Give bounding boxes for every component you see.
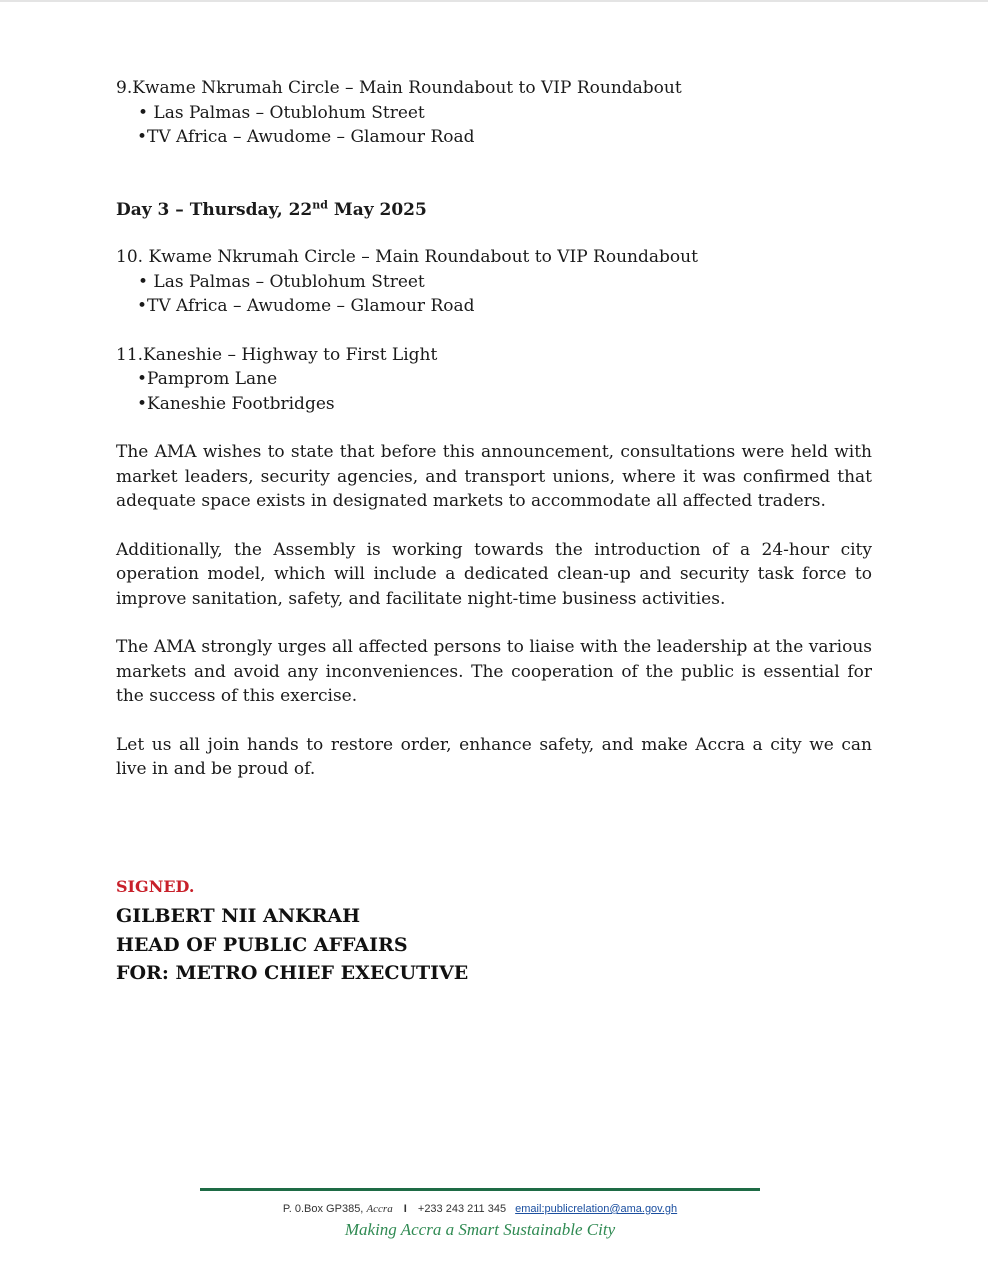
paragraph-closing-appeal: Let us all join hands to restore order, enhance safety, and make Accra a city we can live in and be proud of.: [116, 734, 872, 779]
route-item-11: [116, 343, 872, 417]
route-bullet: •TV Africa – Awudome – Glamour Road: [137, 296, 475, 316]
top-border: [0, 0, 988, 2]
footer-divider: [200, 1188, 760, 1191]
signed-label: SIGNED.: [116, 877, 195, 896]
route-item-10: [116, 245, 872, 319]
signature-block: [116, 876, 716, 988]
email-link[interactable]: email:publicrelation@ama.gov.gh: [515, 1203, 678, 1215]
signatory-for: FOR: METRO CHIEF EXECUTIVE: [116, 962, 469, 984]
day-heading-superscript: nd: [312, 197, 328, 211]
route-bullet: •Pamprom Lane: [137, 369, 278, 389]
route-bullet: •TV Africa – Awudome – Glamour Road: [137, 127, 475, 147]
route-heading: 10. Kwame Nkrumah Circle – Main Roundabout to VIP Roundabout: [116, 247, 698, 267]
route-bullet: •Kaneshie Footbridges: [137, 393, 335, 414]
signatory-title: HEAD OF PUBLIC AFFAIRS: [116, 933, 408, 956]
phone-number: +233 243 211 345: [417, 1203, 507, 1215]
day-heading-suffix: May 2025: [327, 199, 427, 220]
route-bullet: • Las Palmas – Otublohum Street: [138, 271, 425, 292]
route-heading: 9.Kwame Nkrumah Circle – Main Roundabout to VIP Roundabout: [116, 78, 682, 98]
day-heading-prefix: Day 3 – Thursday, 22: [116, 199, 313, 220]
document-body: [116, 76, 872, 782]
paragraph-consultations: The AMA wishes to state that before this announcement, consultations were held with market leaders, security agencies, and transport unions, where it was confirmed that adequate space exists in designated markets to accommodate all affected traders.: [116, 442, 872, 511]
day-3-heading: [116, 198, 872, 223]
letterhead-footer: [200, 1188, 760, 1241]
footer-tagline: Making Accra a Smart Sustainable City: [344, 1220, 616, 1239]
route-heading: 11.Kaneshie – Highway to First Light: [116, 344, 438, 365]
route-bullet: • Las Palmas – Otublohum Street: [138, 102, 425, 123]
footer-contact-line: [200, 1201, 760, 1217]
po-box-city: Accra: [366, 1203, 393, 1215]
paragraph-urge-affected-persons: The AMA strongly urges all affected persons to liaise with the leadership at the various markets and avoid any inconveniences. The cooperation of the public is essential for the success of this exercise.: [116, 637, 872, 706]
footer-separator: I: [403, 1203, 407, 1215]
route-item-9: [116, 76, 872, 150]
po-box: P. 0.Box GP385,: [282, 1203, 364, 1215]
paragraph-24-hour-operation: Additionally, the Assembly is working towards the introduction of a 24-hour city operation model, which will include a dedicated clean-up and security task force to improve sanitation, safety, and facilitate night-time business activities.: [116, 539, 872, 609]
signatory-name: GILBERT NII ANKRAH: [116, 905, 361, 927]
